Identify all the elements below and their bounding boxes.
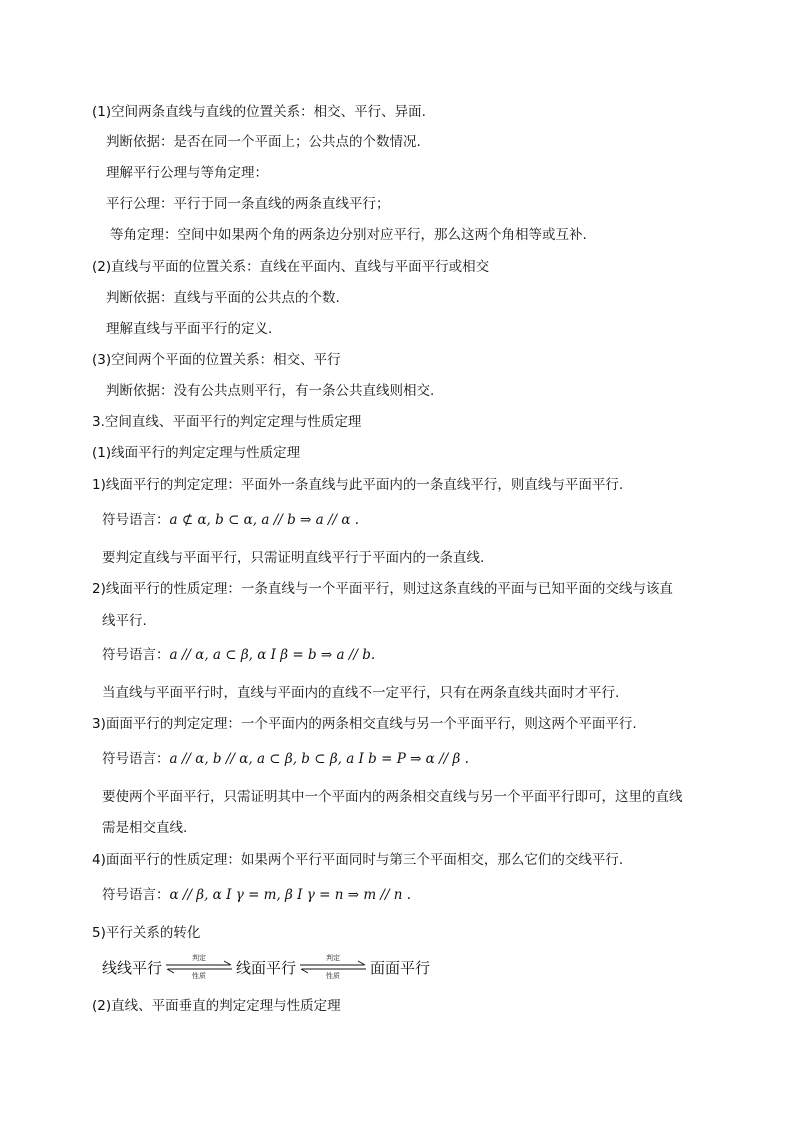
symbol-label: 符号语言：: [102, 647, 170, 663]
symbol-formula: a // α, b // α, a ⊂ β, b ⊂ β, a I b = P ⇒ α // β .: [169, 751, 469, 767]
transform-node-line-line: 线线平行: [102, 958, 163, 977]
transform-node-plane-plane: 面面平行: [370, 958, 431, 977]
text-line: (2)直线与平面的位置关系：直线在平面内、直线与平面平行或相交: [92, 259, 490, 275]
arrow-label-bottom: 性质: [192, 972, 207, 980]
text-line: 4)面面平行的性质定理：如果两个平行平面同时与第三个平面相交，那么它们的交线平行.: [92, 852, 624, 868]
text-line: 当直线与平面平行时，直线与平面内的直线不一定平行，只有在两条直线共面时才平行.: [102, 685, 620, 701]
text-line: 理解直线与平面平行的定义.: [106, 321, 273, 337]
text-line: 1)线面平行的判定定理：平面外一条直线与此平面内的一条直线平行，则直线与平面平行.: [92, 477, 624, 493]
symbol-line: [102, 511, 359, 529]
text-line: (1)空间两条直线与直线的位置关系：相交、平行、异面.: [92, 104, 426, 120]
symbol-label: 符号语言：: [102, 512, 170, 528]
double-arrow: [164, 954, 234, 980]
symbol-label: 符号语言：: [102, 751, 170, 767]
double-arrow: [298, 954, 368, 980]
text-line: 2)线面平行的性质定理：一条直线与一个平面平行，则过这条直线的平面与已知平面的交线与该直: [92, 581, 673, 597]
transform-node-line-plane: 线面平行: [236, 958, 297, 977]
text-line: 判断依据：没有公共点则平行，有一条公共直线则相交.: [106, 383, 435, 399]
text-line: 要使两个平面平行，只需证明其中一个平面内的两条相交直线与另一个平面平行即可，这里的直线: [102, 789, 683, 805]
subsection-heading: (1)线面平行的判定定理与性质定理: [92, 445, 301, 461]
text-line: (3)空间两个平面的位置关系：相交、平行: [92, 352, 341, 368]
text-line: 5)平行关系的转化: [92, 925, 201, 941]
symbol-line: [102, 750, 469, 768]
arrow-label-bottom: 性质: [326, 972, 341, 980]
arrow-label-top: 判定: [326, 954, 341, 962]
text-line: 判断依据：直线与平面的公共点的个数.: [106, 290, 340, 306]
text-line: 等角定理：空间中如果两个角的两条边分别对应平行，那么这两个角相等或互补.: [110, 227, 587, 243]
text-line: 3)面面平行的判定定理：一个平面内的两条相交直线与另一个平面平行，则这两个平面平行.: [92, 716, 637, 732]
text-line: 理解平行公理与等角定理：: [106, 165, 268, 181]
text-line: 判断依据：是否在同一个平面上；公共点的个数情况.: [106, 134, 421, 150]
symbol-line: [102, 886, 411, 904]
symbol-formula: α // β, α I γ = m, β I γ = n ⇒ m // n .: [169, 887, 412, 903]
symbol-label: 符号语言：: [102, 887, 170, 903]
text-line: 平行公理：平行于同一条直线的两条直线平行；: [106, 196, 390, 212]
symbol-line: [102, 646, 375, 664]
parallel-transform-diagram: [102, 954, 430, 980]
section-heading: 3.空间直线、平面平行的判定定理与性质定理: [92, 414, 362, 430]
subsection-heading: (2)直线、平面垂直的判定定理与性质定理: [92, 998, 341, 1014]
text-line: 要判定直线与平面平行，只需证明直线平行于平面内的一条直线.: [102, 550, 485, 566]
symbol-formula: a ⊄ α, b ⊂ α, a // b ⇒ a // α .: [169, 512, 360, 528]
text-line: 需是相交直线.: [102, 820, 188, 836]
symbol-formula: a // α, a ⊂ β, α I β = b ⇒ a // b.: [169, 647, 376, 663]
text-line: 线平行.: [102, 613, 147, 629]
arrow-label-top: 判定: [192, 954, 207, 962]
